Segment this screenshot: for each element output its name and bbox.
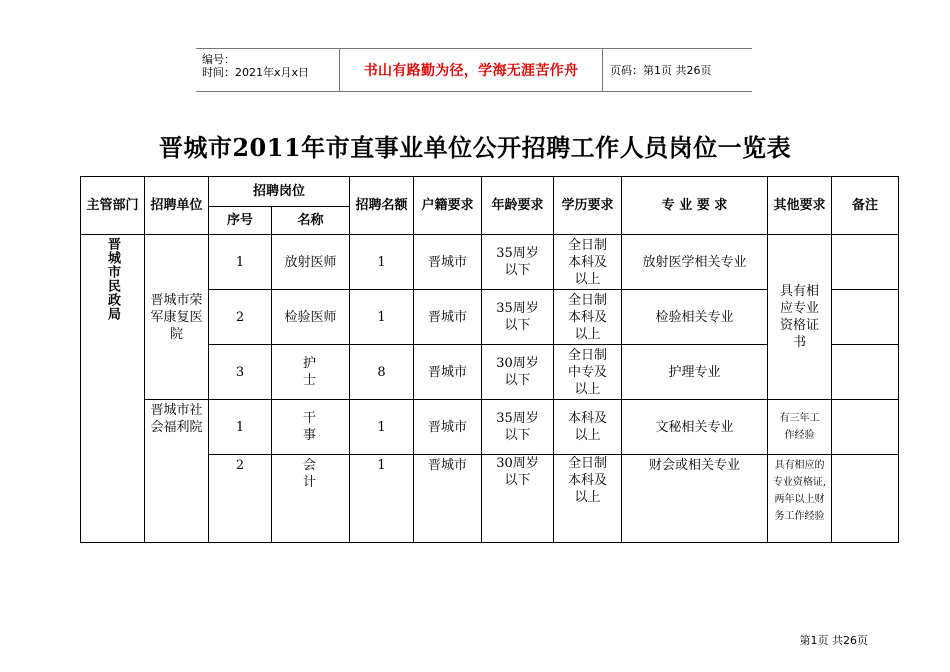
major-cell: 文秘相关专业 [622,400,768,455]
seq-cell: 2 [209,455,272,543]
name-cell: 护士 [272,345,350,400]
unit-cell: 晋城市荣军康复医院 [145,235,209,400]
major-cell: 护理专业 [622,345,768,400]
hukou-cell: 晋城市 [414,290,482,345]
other-cell: 具有相应专业资格证书 [768,235,832,400]
major-cell: 放射医学相关专业 [622,235,768,290]
count-cell: 1 [350,455,414,543]
note-cell [832,290,899,345]
name-cell: 会计 [272,455,350,543]
major-cell: 财会或相关专业 [622,455,768,543]
header-page-label: 页码：第1页 共26页 [610,64,712,77]
col-edu-header: 学历要求 [554,177,622,235]
major-cell: 检验相关专业 [622,290,768,345]
col-seq-header: 序号 [209,207,272,235]
age-cell: 35周岁以下 [482,290,554,345]
col-post-header: 招聘岗位 [209,177,350,207]
page-footer: 第1页 共26页 [799,634,868,647]
unit-cell: 晋城市社会福利院 [145,400,209,543]
count-cell: 1 [350,400,414,455]
hukou-cell: 晋城市 [414,235,482,290]
col-unit-header: 招聘单位 [145,177,209,235]
age-cell: 35周岁以下 [482,235,554,290]
hukou-cell: 晋城市 [414,345,482,400]
other-cell: 具有相应的专业资格证,两年以上财务工作经验 [768,455,832,543]
col-dept-header: 主管部门 [81,177,145,235]
other-cell: 有三年工作经验 [768,400,832,455]
count-cell: 1 [350,290,414,345]
name-cell: 放射医师 [272,235,350,290]
seq-cell: 1 [209,235,272,290]
table-row [81,400,899,455]
count-cell: 1 [350,235,414,290]
header-row [81,177,899,207]
number-label: 编号： [202,53,235,66]
edu-cell: 本科及以上 [554,400,622,455]
hukou-cell: 晋城市 [414,455,482,543]
col-major-header: 专 业 要 求 [622,177,768,235]
col-count-header: 招聘名额 [350,177,414,235]
count-cell: 8 [350,345,414,400]
edu-cell: 全日制本科及以上 [554,290,622,345]
note-cell [832,235,899,290]
header-meta [196,49,339,91]
col-name-header: 名称 [272,207,350,235]
page-header [196,48,752,92]
seq-cell: 3 [209,345,272,400]
edu-cell: 全日制中专及以上 [554,345,622,400]
col-note-header: 备注 [832,177,899,235]
col-other-header: 其他要求 [768,177,832,235]
job-table [80,176,899,543]
edu-cell: 全日制本科及以上 [554,455,622,543]
age-cell: 35周岁以下 [482,400,554,455]
age-cell: 30周岁以下 [482,455,554,543]
table-row [81,235,899,290]
edu-cell: 全日制本科及以上 [554,235,622,290]
col-age-header: 年龄要求 [482,177,554,235]
note-cell [832,400,899,455]
seq-cell: 2 [209,290,272,345]
name-cell: 干事 [272,400,350,455]
note-cell [832,345,899,400]
col-hukou-header: 户籍要求 [414,177,482,235]
seq-cell: 1 [209,400,272,455]
page-title: 晋城市2011年市直事业单位公开招聘工作人员岗位一览表 [158,133,792,162]
age-cell: 30周岁以下 [482,345,554,400]
header-motto: 书山有路勤为径，学海无涯苦作舟 [339,49,603,91]
dept-name: 晋城市民政局 [105,237,120,321]
note-cell [832,455,899,543]
dept-cell [81,235,145,543]
time-label: 时间：2021年x月x日 [202,66,310,79]
name-cell: 检验医师 [272,290,350,345]
hukou-cell: 晋城市 [414,400,482,455]
